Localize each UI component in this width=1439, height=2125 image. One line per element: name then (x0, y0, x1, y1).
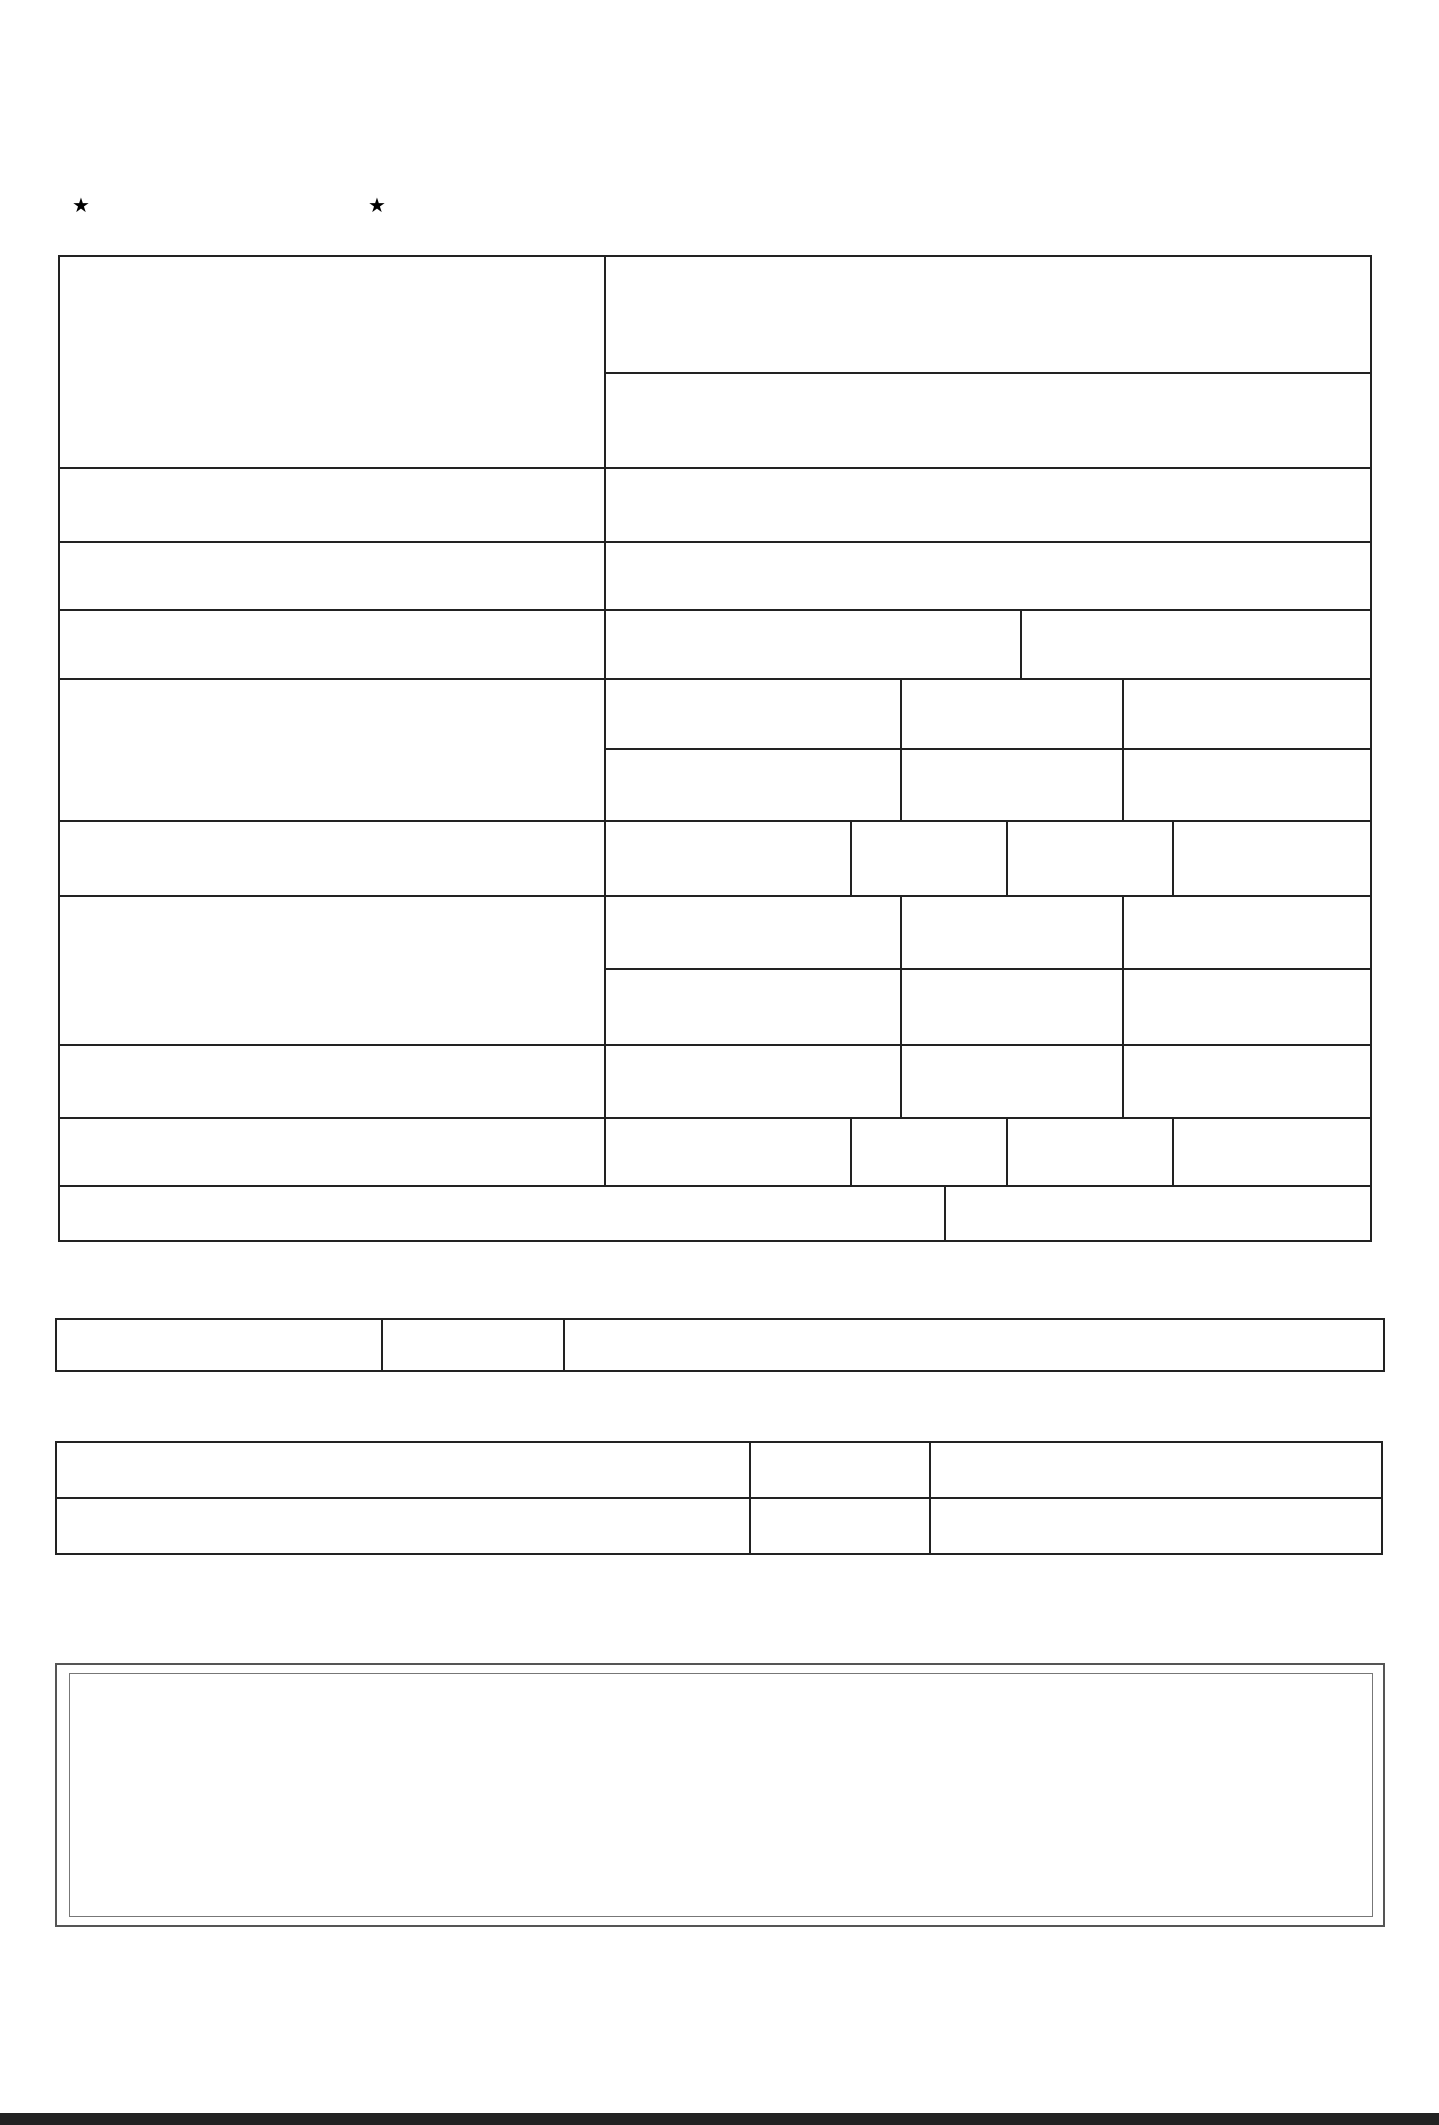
star-icon: ★ (368, 195, 386, 217)
row-line (58, 678, 1372, 680)
loto3-row2-reward (929, 1497, 1383, 1555)
col-line (1006, 820, 1008, 895)
pairs-frame-inner (69, 1673, 1373, 1917)
col-line (1006, 1117, 1008, 1185)
loto3-row1-reward (929, 1441, 1383, 1499)
loto3-row1-label (55, 1441, 751, 1499)
loto2-result-label (55, 1318, 383, 1372)
row-line (58, 1185, 1372, 1187)
company-stamp (42, 40, 412, 370)
loto3-row1-value (749, 1441, 931, 1499)
star-icon: ★ (72, 195, 90, 217)
row-line (58, 609, 1372, 611)
col-line (1172, 820, 1174, 895)
row-line (604, 968, 1372, 970)
row-line (604, 748, 1372, 750)
col-line (850, 1117, 852, 1185)
col-line (1122, 895, 1124, 1117)
col-line (900, 895, 902, 1117)
col-line (1172, 1117, 1174, 1185)
loto3-row2-value (749, 1497, 931, 1555)
bottom-rule (0, 2113, 1439, 2125)
row-line (58, 895, 1372, 897)
col-line (1122, 678, 1124, 820)
row-line (58, 541, 1372, 543)
row-line (58, 467, 1372, 469)
col-line (900, 678, 902, 820)
row-line (58, 1117, 1372, 1119)
row-line (604, 372, 1372, 374)
loto2-result-value (381, 1318, 565, 1372)
col-line (1020, 609, 1022, 678)
row-line (58, 820, 1372, 822)
col-line (850, 820, 852, 895)
loto3-row2-label (55, 1497, 751, 1555)
loto2-reward (563, 1318, 1385, 1372)
col-line (944, 1185, 946, 1242)
row-line (58, 1044, 1372, 1046)
